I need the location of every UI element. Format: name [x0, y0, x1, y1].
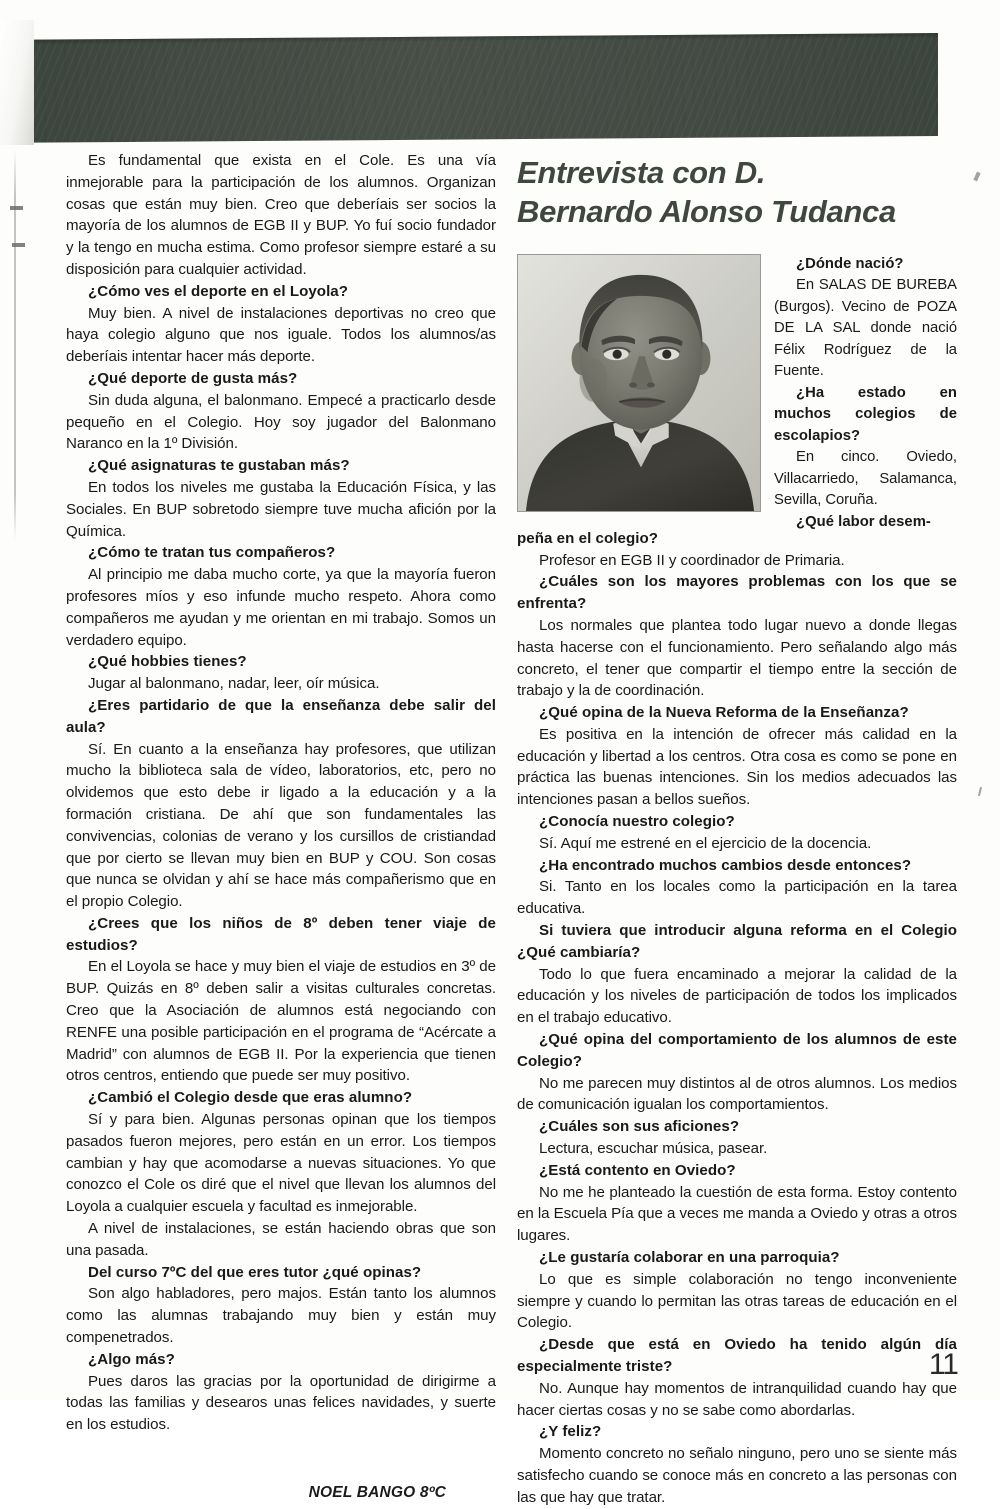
portrait-illustration — [518, 255, 760, 511]
answer-paragraph: Los normales que plantea todo lugar nuevo a donde llegas hasta hacerse con el funcionamiento. Pero señalando algo más concreto, el tener que compartir el tiempo entre la sección de trabajo y la de coordinación. — [517, 616, 957, 700]
answer-paragraph: Sí y para bien. Algunas personas opinan que los tiempos pasados fueron mejores, pero están en un error. Los tiempos cambian y hay que acomodarse a nuevas situaciones. Yo que conozco el Cole os diré que el nivel que llevan los alumnos del Loyola a cualquier escuela y facultad es inmejorable. — [66, 1111, 496, 1216]
answer-paragraph: No me he planteado la cuestión de esta forma. Estoy contento en la Escuela Pía que a veces me manda a Oviedo y otras a otros lugares. — [517, 1183, 957, 1245]
portrait-photo — [517, 254, 761, 512]
headline-line-1: Entrevista con D. — [517, 155, 766, 190]
answer-paragraph: Es fundamental que exista en el Cole. Es una vía inmejorable para la participación de los alumnos. Organizan cosas que están muy bien. Creo que deberíais ser socios la mayoría de los alumnos de EGB II y BUP. Yo fuí socio fundador y la tengo en mucha estima. Como profesor siempre estaré a su disposición para cualquier actividad. — [66, 152, 496, 278]
question-heading: ¿Qué hobbies tienes? — [88, 653, 247, 671]
portrait-and-sidebar — [517, 254, 957, 530]
question-heading: ¿Qué deporte de gusta más? — [88, 369, 298, 387]
question-heading: ¿Qué opina de la Nueva Reforma de la Enseñanza? — [539, 704, 909, 722]
question-heading: ¿Dónde nació? — [796, 255, 904, 272]
question-heading: ¿Qué opina del comportamiento de los alumnos de este Colegio? — [517, 1031, 957, 1070]
answer-paragraph: Profesor en EGB II y coordinador de Primaria. — [539, 551, 845, 569]
question-heading: ¿Eres partidario de que la enseñanza debe salir del aula? — [66, 696, 496, 736]
question-heading: ¿Qué labor desem- — [796, 513, 931, 530]
answer-paragraph: Todo lo que fuera encaminado a mejorar la calidad de la educación y los niveles de participación de todos los implicados en el trabajo educativo. — [517, 965, 957, 1027]
question-heading: ¿Desde que está en Oviedo ha tenido algún día especialmente triste? — [517, 1336, 957, 1375]
answer-paragraph: A nivel de instalaciones, se están haciendo obras que son una pasada. — [66, 1220, 496, 1259]
answer-paragraph: En SALAS DE BUREBA (Burgos). Vecino de POZA DE LA SAL donde nació Félix Rodríguez de la Fuente. — [774, 277, 957, 380]
question-heading: ¿Le gustaría colaborar en una parroquia? — [539, 1249, 840, 1267]
answer-paragraph: Es positiva en la intención de ofrecer más calidad en la educación y libertad a los centros. Otra cosa es como se pone en práctica las buenas intenciones. Sin los medios adecuados las intenciones pasan a bellos sueños. — [517, 725, 957, 809]
answer-paragraph: Sí. En cuanto a la enseñanza hay profesores, que utilizan mucho la biblioteca sala de vídeo, laboratorios, etc, pero no olvidemos que esto debe ir ligado a la educación y a la formación cristiana. De ahí que son fundamentales las convivencias, colonias de verano y los cursillos de cristiandad que por cierto se llevan muy bien en BUP y COU. Son cosas que nunca se olvidan y ahí se hace más compañerismo que en el propio Colegio. — [66, 740, 496, 911]
page-top-banner — [0, 0, 1000, 150]
answer-paragraph: Al principio me daba mucho corte, ya que la mayoría fueron profesores míos y eso infunde mucho respeto. Ahora como compañeros me ayudan y me orientan en mi trabajo. Somos un verdadero equipo. — [66, 566, 496, 649]
answer-paragraph: Lectura, escuchar música, pasear. — [539, 1140, 768, 1158]
answer-paragraph: Sin duda alguna, el balonmano. Empecé a practicarlo desde pequeño en el Colegio. Hoy soy jugador del Balonmano Naranco en la 1º División. — [66, 391, 496, 453]
answer-paragraph: Si. Tanto en los locales como la participación en la tarea educativa. — [517, 878, 957, 918]
answer-paragraph: Pues daros las gracias por la oportunidad de dirigirme a todas las familias y desearos unas felices navidades, y suerte en los estudios. — [66, 1372, 496, 1434]
right-text-column — [517, 150, 957, 1509]
question-heading: ¿Ha estado en muchos colegios de escolapios? — [774, 384, 957, 444]
question-heading: peña en el colegio? — [517, 529, 659, 547]
answer-paragraph: En el Loyola se hace y muy bien el viaje de estudios en 3º de BUP. Quizás en 8º deben salir a visitas culturales concretas. Creo que la Asociación de alumnos está negociando con RENFE una posible participación en el programa de “Acércate a Madrid” con alumnos de EGB II. Por la experiencia que tienen otros centros, entiendo que puede ser muy positivo. — [66, 958, 496, 1085]
question-heading: ¿Está contento en Oviedo? — [539, 1161, 736, 1179]
article-body — [0, 150, 1000, 1506]
sidebar-text-beside-photo — [774, 254, 957, 534]
question-heading: ¿Cuáles son los mayores problemas con los que se enfrenta? — [517, 573, 957, 613]
question-heading: ¿Cambió el Colegio desde que eras alumno? — [88, 1089, 413, 1107]
banner-bar — [12, 33, 938, 143]
headline-line-2: Bernardo Alonso Tudanca — [517, 194, 896, 230]
page-number: 11 — [928, 1348, 958, 1381]
question-heading: ¿Qué asignaturas te gustaban más? — [88, 457, 350, 475]
question-heading: ¿Cómo te tratan tus compañeros? — [88, 544, 336, 562]
banner-page-curl — [0, 20, 34, 145]
answer-paragraph: Momento concreto no señalo ninguno, pero uno se siente más satisfecho cuando se conoce más en concreto a las personas con las que hay que tratar. — [517, 1445, 957, 1506]
article-byline: NOEL BANGO 8ºC — [308, 1484, 446, 1502]
question-heading: ¿Conocía nuestro colegio? — [539, 813, 735, 831]
question-heading: ¿Cómo ves el deporte en el Loyola? — [88, 282, 349, 300]
right-column-continued — [517, 526, 957, 1509]
answer-paragraph: Sí. Aquí me estrené en el ejercicio de la docencia. — [539, 834, 872, 852]
answer-paragraph: No. Aunque hay momentos de intranquilidad cuando hay que hacer ciertas cosas y no se sabe como abordarlas. — [517, 1379, 957, 1419]
banner-texture — [12, 33, 938, 143]
article-headline — [517, 150, 957, 232]
answer-paragraph: Lo que es simple colaboración no tengo inconveniente siempre y cuando lo permitan las otras tareas de educación en el Colegio. — [517, 1270, 957, 1332]
answer-paragraph: Son algo habladores, pero majos. Están tanto los alumnos como las alumnas trabajando muy bien y están muy compenetrados. — [66, 1285, 496, 1347]
question-heading: ¿Ha encontrado muchos cambios desde entonces? — [539, 856, 912, 874]
question-heading: ¿Algo más? — [88, 1350, 175, 1368]
question-heading: ¿Crees que los niños de 8º deben tener viaje de estudios? — [66, 914, 496, 954]
answer-paragraph: Muy bien. A nivel de instalaciones deportivas no creo que haya colegio alguno que nos iguale. Todos los alumnos/as deberíais intentar hacer más deporte. — [66, 304, 496, 366]
answer-paragraph: En todos los niveles me gustaba la Educación Física, y las Sociales. En BUP sobretodo siempre tuve mucha afición por la Química. — [66, 478, 496, 540]
answer-paragraph: En cinco. Oviedo, Villacarriedo, Salamanca, Sevilla, Coruña. — [774, 449, 957, 509]
question-heading: Si tuviera que introducir alguna reforma en el Colegio ¿Qué cambiaría? — [517, 922, 957, 961]
answer-paragraph: Jugar al balonmano, nadar, leer, oír música. — [88, 675, 380, 693]
question-heading: Del curso 7ºC del que eres tutor ¿qué opinas? — [88, 1263, 422, 1281]
question-heading: ¿Y feliz? — [539, 1423, 602, 1441]
left-text-column — [66, 150, 496, 1502]
question-heading: ¿Cuáles son sus aficiones? — [539, 1118, 740, 1136]
answer-paragraph: No me parecen muy distintos al de otros alumnos. Los medios de comunicación igualan los comportamientos. — [517, 1074, 957, 1114]
